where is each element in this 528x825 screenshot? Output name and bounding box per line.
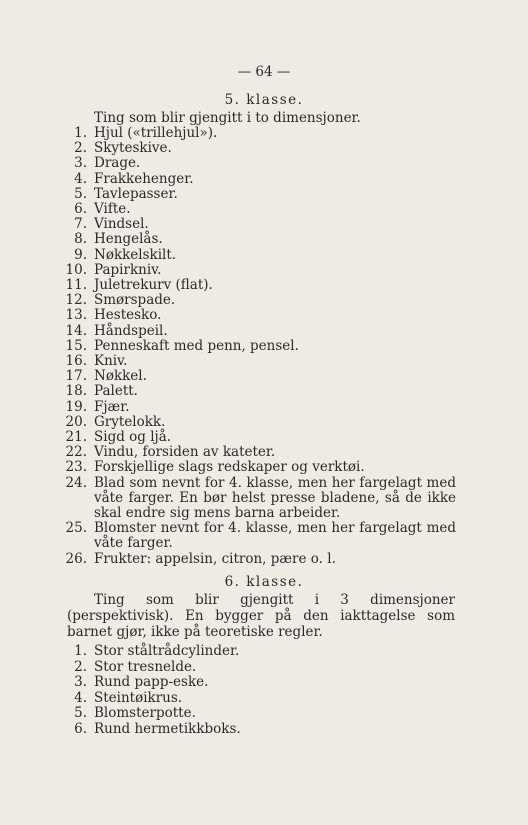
- page-number: — 64 —: [237, 64, 291, 80]
- list-item: [0, 263, 528, 278]
- list-item-number: 9.: [74, 246, 87, 263]
- list-item-text: Kniv.: [94, 353, 128, 370]
- list-item: [0, 384, 528, 399]
- list-item-text: Grytelokk.: [94, 413, 166, 430]
- list-item-text: Hengelås.: [94, 231, 163, 248]
- list-item: [0, 202, 528, 217]
- list-item: [0, 445, 528, 460]
- list-item-text: Stor tresnelde.: [94, 658, 197, 675]
- list-item: [0, 552, 528, 567]
- list-item-text: Drage.: [94, 155, 141, 172]
- list-item: [0, 293, 528, 308]
- list-item-text: Vindu, forsiden av kateter.: [94, 444, 276, 461]
- list-item-number: 16.: [65, 353, 87, 370]
- list-item: [0, 156, 528, 171]
- list-item-number: 4.: [74, 689, 87, 706]
- list-item-text: Penneskaft med penn, pensel.: [94, 337, 299, 354]
- list-item-text: Stor ståltrådcylinder.: [94, 643, 240, 659]
- list-item-number: 3.: [74, 674, 87, 691]
- list-item-text: Blad som nevnt for 4. klasse, men her fargelagt med våte farger. En bør helst presse bladene, så de ikke skal endre sig mens barna arbeider.: [94, 474, 456, 522]
- list-item: [0, 339, 528, 354]
- list-item-text: Papirkniv.: [94, 261, 162, 278]
- list-item: [0, 248, 528, 263]
- list-item: [0, 430, 528, 445]
- list-item-text: Tavlepasser.: [94, 185, 178, 202]
- list-item-number: 14.: [65, 322, 87, 339]
- list-item: [0, 722, 528, 738]
- list-item-text: Vindsel.: [94, 216, 149, 233]
- list-item-number: 18.: [65, 383, 87, 400]
- section-6-intro: Ting som blir gjengitt i 3 dimensjoner (perspektivisk). En bygger på den iakttagelse som barnet gjør, ikke på teoretiske regler.: [67, 592, 455, 640]
- list-item-text: Håndspeil.: [94, 322, 168, 339]
- list-item-text: Frakkehenger.: [94, 170, 194, 187]
- list-item: [0, 369, 528, 384]
- list-item-number: 2.: [74, 658, 87, 675]
- list-item-number: 4.: [74, 170, 87, 187]
- list-item-number: 22.: [65, 444, 87, 461]
- list-item-number: 23.: [65, 459, 87, 476]
- list-item: [0, 126, 528, 141]
- list-item: [0, 460, 528, 475]
- list-item-number: 1.: [74, 643, 87, 659]
- list-item: [0, 172, 528, 187]
- list-item-text: Blomsterpotte.: [94, 705, 196, 722]
- section-5-intro: Ting som blir gjengitt i to dimensjoner.: [94, 110, 361, 126]
- list-item: [0, 354, 528, 369]
- section-6-title: 6. klasse.: [224, 574, 304, 590]
- list-item-number: 21.: [65, 429, 87, 446]
- section-6-list: [0, 644, 528, 738]
- list-item-number: 5.: [74, 705, 87, 722]
- list-item-number: 25.: [65, 520, 87, 537]
- list-item: [0, 644, 528, 660]
- list-item-number: 26.: [65, 550, 87, 567]
- list-item: [0, 706, 528, 722]
- section-5-list: [0, 126, 528, 567]
- list-item-text: Fjær.: [94, 398, 130, 415]
- list-item: [0, 141, 528, 156]
- list-item-text: Sigd og ljå.: [94, 429, 172, 446]
- list-item-number: 15.: [65, 337, 87, 354]
- list-item-text: Skyteskive.: [94, 140, 172, 157]
- list-item-text: Hestesko.: [94, 307, 162, 324]
- list-item: [0, 400, 528, 415]
- list-item: [0, 415, 528, 430]
- list-item-number: 24.: [65, 474, 87, 491]
- list-item: [0, 187, 528, 202]
- list-item-number: 20.: [65, 413, 87, 430]
- list-item-text: Rund papp-eske.: [94, 674, 209, 691]
- list-item: [0, 521, 528, 551]
- list-item: [0, 217, 528, 232]
- list-item-number: 19.: [65, 398, 87, 415]
- list-item-text: Palett.: [94, 383, 138, 400]
- list-item-text: Smørspade.: [94, 292, 176, 309]
- list-item-number: 10.: [65, 261, 87, 278]
- list-item: [0, 278, 528, 293]
- list-item-number: 13.: [65, 307, 87, 324]
- list-item-text: Nøkkel.: [94, 368, 147, 385]
- list-item: [0, 232, 528, 247]
- list-item-text: Forskjellige slags redskaper og verktøi.: [94, 459, 365, 476]
- list-item-text: Rund hermetikkboks.: [94, 720, 241, 737]
- list-item-number: 12.: [65, 292, 87, 309]
- list-item: [0, 308, 528, 323]
- list-item-text: Steintøikrus.: [94, 689, 183, 706]
- list-item-number: 7.: [74, 216, 87, 233]
- section-5-title: 5. klasse.: [224, 92, 304, 108]
- list-item-number: 8.: [74, 231, 87, 248]
- list-item-number: 1.: [74, 125, 87, 141]
- list-item-number: 17.: [65, 368, 87, 385]
- list-item-text: Juletrekurv (flat).: [94, 277, 213, 294]
- list-item: [0, 675, 528, 691]
- list-item-number: 6.: [74, 720, 87, 737]
- list-item: [0, 476, 528, 522]
- list-item-number: 5.: [74, 185, 87, 202]
- list-item-number: 6.: [74, 201, 87, 218]
- list-item-number: 3.: [74, 155, 87, 172]
- list-item-number: 11.: [65, 277, 87, 294]
- list-item-text: Nøkkelskilt.: [94, 246, 177, 263]
- list-item-text: Blomster nevnt for 4. klasse, men her fargelagt med våte farger.: [94, 520, 456, 552]
- list-item-text: Frukter: appelsin, citron, pære o. l.: [94, 550, 336, 567]
- list-item-number: 2.: [74, 140, 87, 157]
- list-item: [0, 324, 528, 339]
- list-item: [0, 691, 528, 707]
- list-item: [0, 660, 528, 676]
- list-item-text: Vifte.: [94, 201, 131, 218]
- list-item-text: Hjul («trillehjul»).: [94, 125, 218, 141]
